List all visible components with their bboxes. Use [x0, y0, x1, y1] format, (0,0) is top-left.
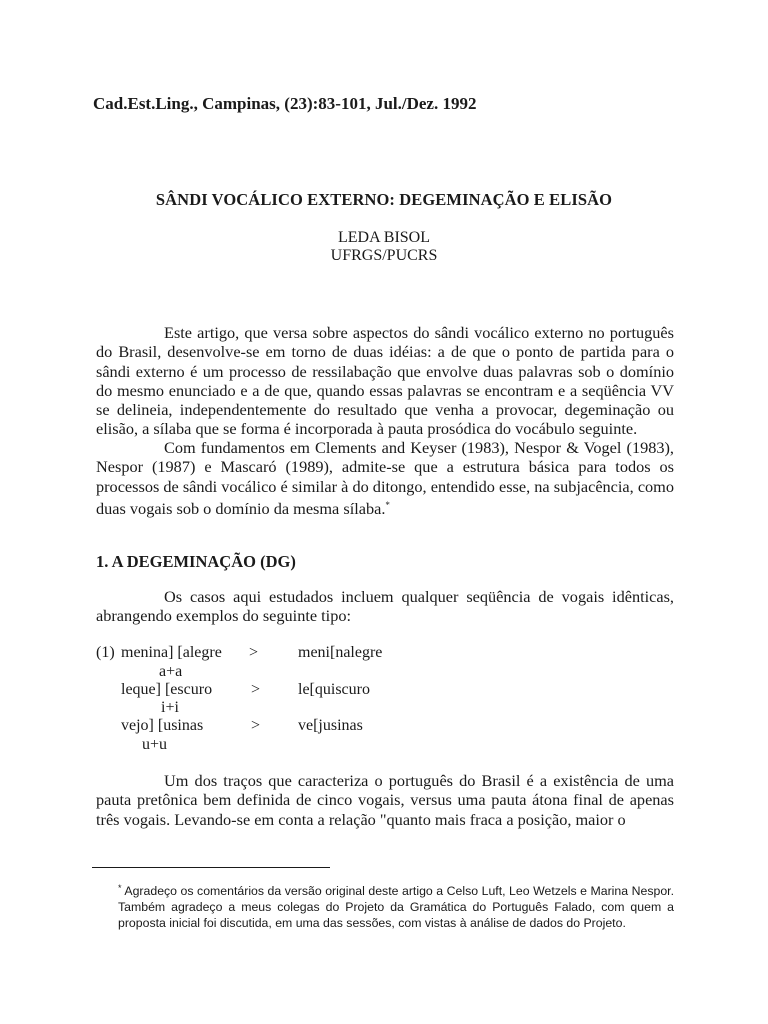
- section-heading-degeminacao: 1. A DEGEMINAÇÃO (DG): [96, 552, 296, 571]
- intro-paragraph-1: Este artigo, que versa sobre aspectos do sândi vocálico externo no português do Brasil, desenvolve-se em torno de duas idéias: a de que o ponto de partida para o sândi externo é um processo de ressilabação que envolve duas palavras sob o domínio do mesmo enunciado e a de que, quando essas palavras se encontram e a seqüência VV se delineia, independentemente do resultado que venha a provocar, degeminação ou elisão, a sílaba que se forma é incorporada à pauta prosódica do vocábulo seguinte.: [96, 323, 674, 439]
- footnote-mark: *: [118, 883, 122, 893]
- footnote: [118, 880, 674, 931]
- example-input: leque] [escuro: [121, 681, 213, 698]
- example-input: vejo] [usinas: [121, 717, 204, 734]
- journal-header: Cad.Est.Ling., Campinas, (23):83-101, Jul./Dez. 1992: [93, 94, 477, 113]
- article-title: SÂNDI VOCÁLICO EXTERNO: DEGEMINAÇÃO E ELISÃO: [155, 190, 613, 209]
- intro-paragraph-2: [96, 438, 674, 518]
- example-number: (1): [96, 644, 115, 661]
- example-arrow: >: [251, 681, 261, 698]
- footnote-text: Agradeço os comentários da versão original deste artigo a Celso Luft, Leo Wetzels e Marina Nespor. Também agradeço a meus colegas do Projeto da Gramática do Português Falado, com quem a proposta inicial foi discutida, em uma das sessões, com vistas à análise de dados do Projeto.: [118, 884, 674, 930]
- author-name: LEDA BISOL: [338, 229, 430, 246]
- footnote-rule: [92, 867, 330, 868]
- degeminacao-paragraph-2: Um dos traços que caracteriza o português do Brasil é a existência de uma pauta pretônica bem definida de cinco vogais, versus uma pauta átona final de apenas três vogais. Levando-se em conta a relação "quanto mais fraca a posição, maior o: [96, 771, 674, 829]
- example-output: meni[nalegre: [298, 644, 383, 661]
- footnote-reference: *: [385, 499, 390, 510]
- example-output: le[quiscuro: [298, 681, 370, 698]
- degeminacao-paragraph-1: Os casos aqui estudados incluem qualquer seqüência de vogais idênticas, abrangendo exemplos do seguinte tipo:: [96, 587, 674, 626]
- example-arrow: >: [251, 717, 261, 734]
- example-input: menina] [alegre: [121, 644, 222, 661]
- example-vowels: u+u: [142, 736, 168, 753]
- example-output: ve[jusinas: [298, 717, 363, 734]
- example-vowels: a+a: [159, 663, 183, 680]
- author-affiliation: UFRGS/PUCRS: [330, 247, 438, 264]
- example-vowels: i+i: [161, 699, 179, 716]
- example-arrow: >: [249, 644, 259, 661]
- intro-paragraph-2-text: Com fundamentos em Clements and Keyser (1983), Nespor & Vogel (1983), Nespor (1987) e Mascaró (1989), admite-se que a estrutura básica para todos os processos de sândi vocálico é similar à do ditongo, entendido esse, na subjacência, como duas vogais sob o domínio da mesma sílaba.: [96, 438, 674, 518]
